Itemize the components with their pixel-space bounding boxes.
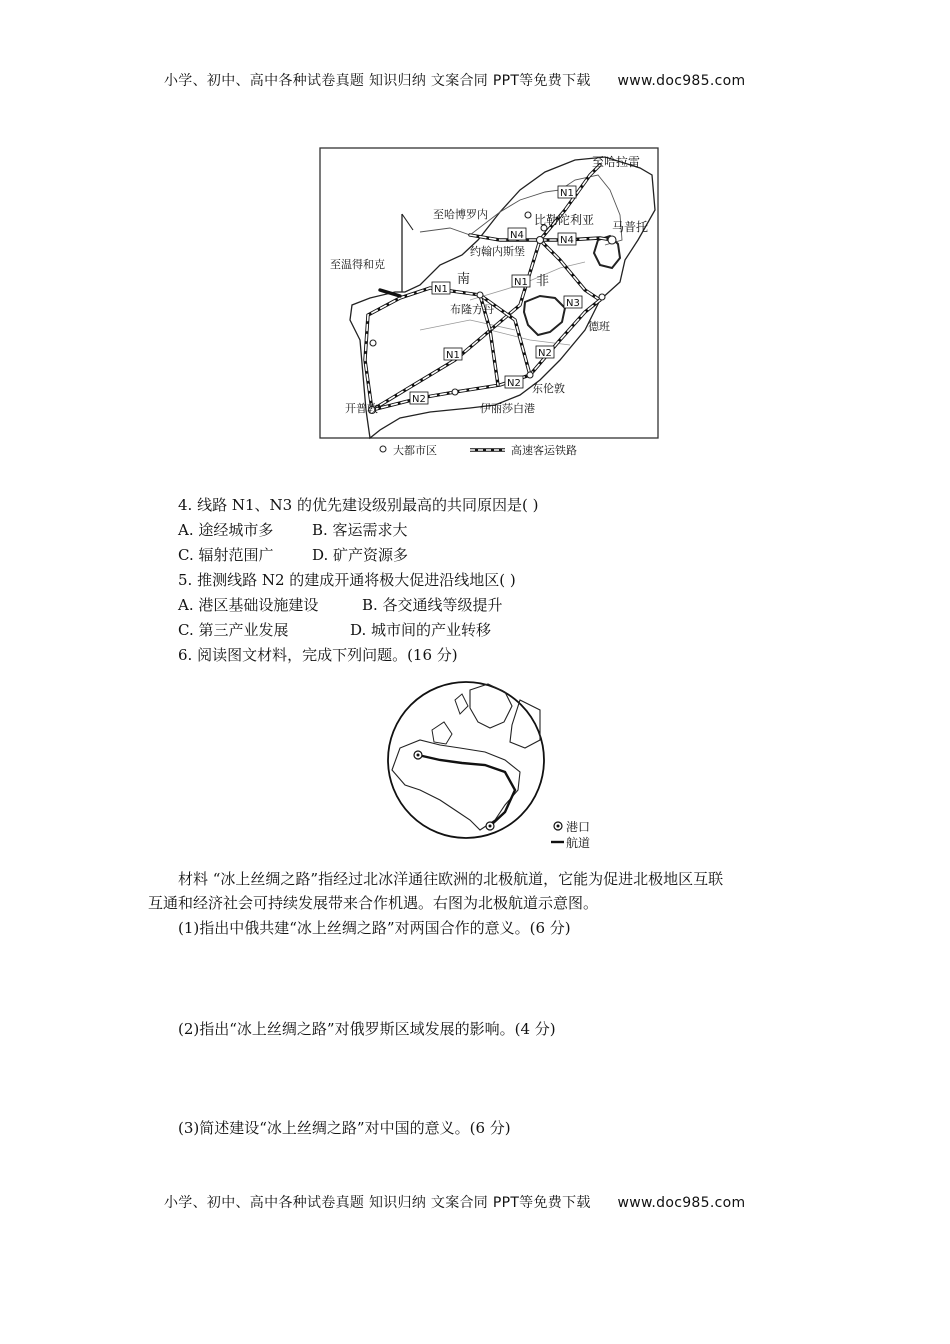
legend-city-icon: [380, 446, 386, 452]
legend-port: 港口: [566, 820, 591, 834]
q5-option-c[interactable]: C. 第三产业发展: [178, 621, 289, 639]
q5-stem: 5. 推测线路 N2 的建成开通将极大促进沿线地区( ): [178, 571, 516, 589]
label-n2c: N2: [412, 394, 426, 405]
footer: [164, 1192, 745, 1212]
label-n4b: N4: [560, 235, 574, 246]
q5-option-b[interactable]: B. 各交通线等级提升: [362, 596, 503, 614]
city-maputo: [608, 236, 616, 244]
label-n2a: N2: [538, 348, 552, 359]
label-windhoek: 至温得和克: [330, 258, 385, 271]
sub-question-3: (3)简述建设“冰上丝绸之路”对中国的意义。(6 分): [178, 1119, 511, 1137]
sub-question-1: (1)指出中俄共建“冰上丝绸之路”对两国合作的意义。(6 分): [178, 919, 571, 937]
city-bloemfontein: [477, 292, 483, 298]
globe-outline: [388, 682, 544, 838]
footer-site: www.doc985.com: [617, 1195, 746, 1211]
label-johannesburg: 约翰内斯堡: [470, 245, 525, 258]
city-durban: [599, 294, 605, 300]
label-africa: 非: [536, 274, 550, 289]
sub-question-2: (2)指出“冰上丝绸之路”对俄罗斯区域发展的影响。(4 分): [178, 1020, 556, 1038]
legend-city: 大都市区: [393, 444, 437, 457]
label-n1a: N1: [560, 188, 574, 199]
header-slogan: 小学、初中、高中各种试卷真题 知识归纳 文案合同 PPT等免费下载: [164, 73, 591, 89]
q6-stem: 6. 阅读图文材料，完成下列问题。(16 分): [178, 646, 458, 664]
label-n2b: N2: [507, 378, 521, 389]
label-n1b: N1: [434, 284, 448, 295]
south-africa-rail-map: [300, 140, 680, 465]
legend-route: 航道: [566, 836, 591, 850]
label-n1c: N1: [514, 277, 528, 288]
label-harare: 至哈拉雷: [592, 155, 641, 169]
q4-option-b[interactable]: B. 客运需求大: [312, 521, 408, 539]
label-bloemfontein: 布隆方丹: [450, 303, 494, 316]
city-westcoast: [370, 340, 376, 346]
arctic-route-map: [380, 665, 610, 855]
label-capetown: 开普敦: [345, 402, 378, 415]
header: [164, 70, 745, 90]
label-durban: 德班: [588, 320, 610, 333]
label-n1d: N1: [446, 350, 460, 361]
q4-option-d[interactable]: D. 矿产资源多: [312, 546, 409, 564]
label-south: 南: [457, 272, 471, 287]
label-n3: N3: [566, 298, 580, 309]
material-line-2: 互通和经济社会可持续发展带来合作机遇。右图为北极航道示意图。: [148, 894, 599, 912]
label-pretoria: 比勒陀利亚: [534, 213, 595, 227]
label-maputo: 马普托: [612, 220, 649, 234]
footer-slogan: 小学、初中、高中各种试卷真题 知识归纳 文案合同 PPT等免费下载: [164, 1195, 591, 1211]
material-line-1: 材料 “冰上丝绸之路”指经过北冰洋通往欧洲的北极航道，它能为促进北极地区互联: [178, 870, 724, 888]
q4-option-a[interactable]: A. 途经城市多: [178, 521, 274, 539]
q4-option-c[interactable]: C. 辐射范围广: [178, 546, 274, 564]
q5-option-a[interactable]: A. 港区基础设施建设: [178, 596, 319, 614]
header-site: www.doc985.com: [617, 73, 746, 89]
label-eastlondon: 东伦敦: [532, 382, 565, 395]
q5-option-d[interactable]: D. 城市间的产业转移: [350, 621, 492, 639]
label-gaborone: 至哈博罗内: [433, 208, 488, 221]
city-portelizabeth: [452, 389, 458, 395]
legend-rail: 高速客运铁路: [511, 444, 577, 457]
city-johannesburg: [537, 237, 544, 244]
city-eastlondon: [527, 372, 533, 378]
q4-stem: 4. 线路 N1、N3 的优先建设级别最高的共同原因是( ): [178, 496, 539, 514]
label-n4a: N4: [510, 230, 524, 241]
label-portelizabeth: 伊丽莎白港: [480, 402, 535, 415]
city-gaborone: [525, 212, 531, 218]
